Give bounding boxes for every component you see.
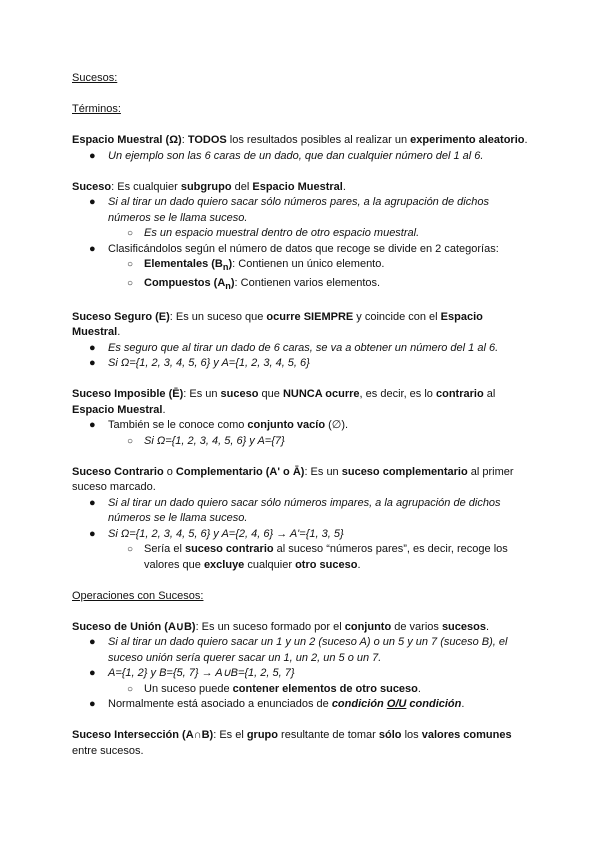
list-item: ○ Un suceso puede contener elementos de otro suceso. xyxy=(127,682,421,695)
list-item: ● También se le conoce como conjunto vacío (∅). xyxy=(89,419,349,432)
list-item: ● Si al tirar un dado quiero sacar un 1 y un 2 (suceso A) o un 5 y un 7 (suceso B), el suceso unión sería querer sacar un 1, un 2, un 5 o un 7. xyxy=(89,636,508,664)
list-item: ● Un ejemplo son las 6 caras de un dado, que dan cualquier número del 1 al 6. xyxy=(89,149,484,162)
list-item: ○ Compuestos $(A_n)$: Contienen varios elementos. xyxy=(127,276,381,291)
list-item: ● Si al tirar un dado quiero sacar sólo números pares, a la agrupación de dichos números se le llama suceso. xyxy=(89,196,489,224)
list-item: ● Es seguro que al tirar un dado de 6 caras, se va a obtener un número del 1 al 6. xyxy=(89,341,499,354)
list-item: ● Si al tirar un dado quiero sacar sólo números impares, a la agrupación de dichos números se le llama suceso. xyxy=(89,496,501,525)
document-body xyxy=(72,71,530,759)
list-item: ● Clasificándolos según el número de datos que recoge se divide en 2 categorías: xyxy=(89,242,499,255)
list-item: ○ Elementales $(B_n)$: Contienen un único elemento. xyxy=(127,258,385,273)
list-item: ● A={1, 2} y B={5, 7} → A∪B={1, 2, 5, 7} xyxy=(89,667,295,680)
section-heading-terminos: Términos: xyxy=(72,103,121,115)
list-imposible xyxy=(72,418,530,449)
list-union xyxy=(72,635,530,713)
def-suceso: Suceso: Es cualquier subgrupo del Espacio Muestral. xyxy=(72,180,346,193)
def-suceso-seguro: Suceso Seguro (E): Es un suceso que ocurre SIEMPRE y coincide con el Espacio Muestral. xyxy=(72,310,483,339)
doc-title: Sucesos: xyxy=(72,72,118,84)
def-suceso-interseccion: Suceso Intersección (A∩B): Es el grupo resultante de tomar sólo los valores comunes entre sucesos. xyxy=(72,729,512,757)
section-heading-operaciones: Operaciones con Sucesos: xyxy=(72,589,204,602)
list-item: ○ Es un espacio muestral dentro de otro espacio muestral. xyxy=(127,227,420,239)
list-contrario xyxy=(72,496,530,574)
list-item: ○ Sería el suceso contrario al suceso “números pares”, es decir, recoge los valores que excluye cualquier otro suceso. xyxy=(127,543,508,571)
list-seguro xyxy=(72,341,530,372)
def-espacio-muestral: Espacio Muestral (Ω): TODOS los resultados posibles al realizar un experimento aleatorio. xyxy=(72,134,528,146)
list-item: ● Normalmente está asociado a enunciados de condición O/U condición. xyxy=(89,698,465,711)
list-espacio xyxy=(72,149,530,165)
list-item: ● Si Ω={1, 2, 3, 4, 5, 6} y A={1, 2, 3, 4, 5, 6} xyxy=(89,357,310,370)
def-suceso-contrario: Suceso Contrario o Complementario (A' o Ā): Es un suceso complementario al primer suceso marcado. xyxy=(72,465,514,494)
def-suceso-union: Suceso de Unión (A∪B): Es un suceso formado por el conjunto de varios sucesos. xyxy=(72,620,490,633)
def-suceso-imposible: Suceso Imposible (Ē): Es un suceso que NUNCA ocurre, es decir, es lo contrario al Espacio Muestral. xyxy=(72,388,496,416)
list-item: ○ Si Ω={1, 2, 3, 4, 5, 6} y A={7} xyxy=(127,434,285,447)
list-item: ● Si Ω={1, 2, 3, 4, 5, 6} y A={2, 4, 6} → A'={1, 3, 5} xyxy=(89,527,344,540)
list-suceso xyxy=(72,195,530,294)
